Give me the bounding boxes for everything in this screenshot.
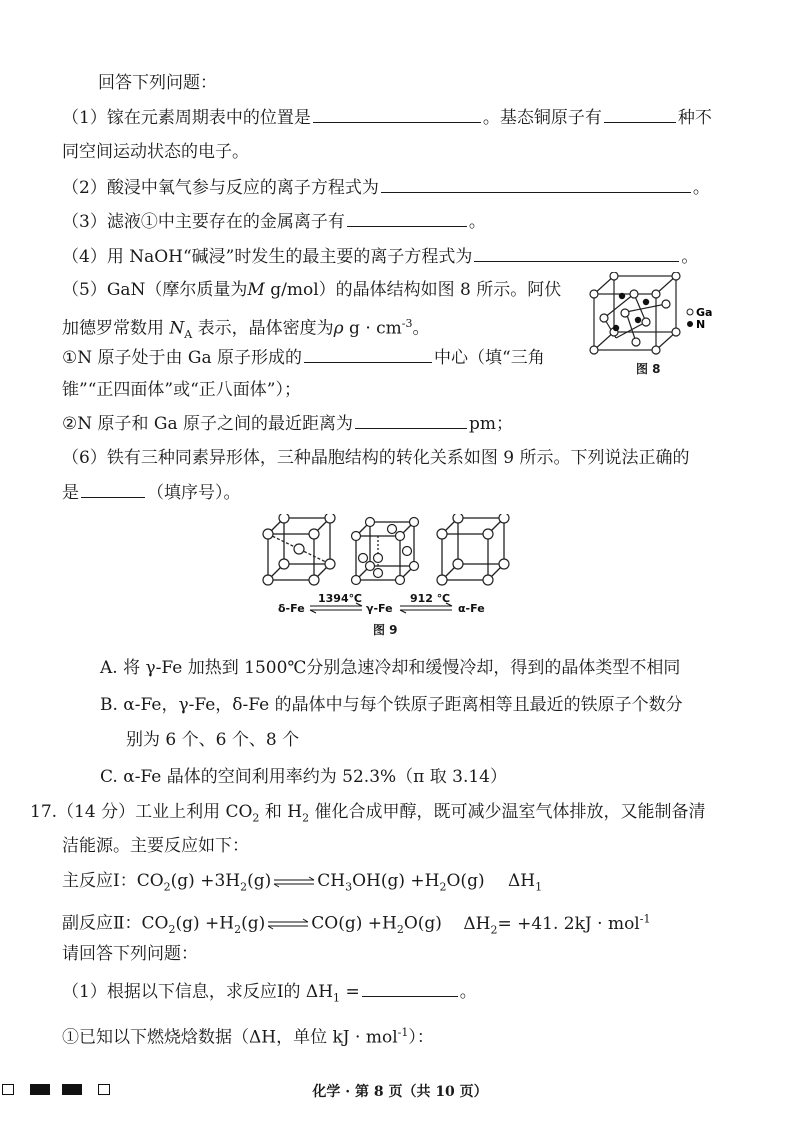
option-b: B. α-Fe，γ-Fe，δ-Fe 的晶体中与每个铁原子距离相等且最近的铁原子个数分 xyxy=(100,695,683,715)
question-5-line1: （5）GaN（摩尔质量为M g/mol）的晶体结构如图 8 所示。阿伏 xyxy=(62,280,562,300)
gamma-fe-label: γ-Fe xyxy=(366,602,393,615)
question-3: （3）滤液①中主要存在的金属离子有 。 xyxy=(62,208,742,235)
option-c: C. α-Fe 晶体的空间利用率约为 52.3%（π 取 3.14） xyxy=(100,767,508,787)
question-2: （2）酸浸中氧气参与反应的离子方程式为 。 xyxy=(62,174,742,201)
temp-1394: 1394℃ xyxy=(318,592,362,605)
answer-blank[interactable] xyxy=(347,208,467,227)
side-reaction: 副反应Ⅱ：$CO_2(g) +H_2(g)$ $CO(g) +H_2O(g)$ $\Delta H_2= +41$. 2kJ · mol$^{-1}$ xyxy=(62,912,651,937)
question-1-line1: （1）镓在元素周期表中的位置是 。基态铜原子有 种不 xyxy=(62,104,742,131)
figure-8-crystal xyxy=(586,272,722,372)
answer-blank[interactable] xyxy=(362,978,458,997)
equilibrium-arrow xyxy=(266,918,310,930)
main-reaction: 主反应Ⅰ：$CO_2(g) +3H_2(g)$ $CH_3OH(g) +H_2O(g)$ $\Delta H_1$ xyxy=(62,871,543,894)
question-6-line1: （6）铁有三种同素异形体，三种晶胞结构的转化关系如图 9 所示。下列说法正确的 xyxy=(62,448,690,468)
question-17-line1: 17.（14 分）工业上利用 $CO_2$ 和 $H_2$ 催化合成甲醇，既可减少温室气体排放，又能制备清 xyxy=(30,802,706,825)
option-a: A. 将 γ-Fe 加热到 1500℃分别急速冷却和缓慢冷却，得到的晶体类型不相同 xyxy=(100,658,681,678)
please-answer: 请回答下列问题： xyxy=(62,944,198,964)
question-1-line2: 同空间运动状态的电子。 xyxy=(62,142,249,162)
question-5-line2: 加德罗常数用 $N_A$ 表示，晶体密度为ρ $g \cdot cm^{-3}$。 xyxy=(62,317,430,342)
delta-fe-label: δ-Fe xyxy=(278,602,305,615)
question-4: （4）用 NaOH“碱浸”时发生的最主要的离子方程式为 。 xyxy=(62,243,742,270)
question-5-sub2: ②N 原子和 Ga 原子之间的最近距离为 pm； xyxy=(62,410,742,437)
answer-blank[interactable] xyxy=(355,410,467,429)
figure-8-caption: 图 8 xyxy=(636,362,661,376)
answer-blank[interactable] xyxy=(474,243,679,262)
question-5-sub1: ①N 原子处于由 Ga 原子形成的 中心（填“三角 xyxy=(62,344,742,371)
answer-blank[interactable] xyxy=(81,479,145,498)
option-b-cont: 别为 6 个、6 个、8 个 xyxy=(126,730,300,750)
temp-912: 912 ℃ xyxy=(410,592,451,605)
answer-blank[interactable] xyxy=(313,104,481,123)
figure-9-crystals xyxy=(262,514,510,618)
question-17-1: （1）根据以下信息，求反应Ⅰ的 $\Delta H_1$ = 。 xyxy=(62,978,742,1011)
answer-prompt: 回答下列问题： xyxy=(98,73,217,93)
combustion-data-intro: ①已知以下燃烧焓数据（ΔH，单位 kJ · mol$^{-1}$）： xyxy=(62,1026,434,1048)
equilibrium-arrow xyxy=(272,876,316,888)
answer-blank[interactable] xyxy=(381,174,691,193)
legend-n: N xyxy=(696,318,706,331)
question-6-line2: 是 （填序号）。 xyxy=(62,479,742,506)
answer-blank[interactable] xyxy=(304,344,432,363)
question-17-line2: 洁能源。主要反应如下： xyxy=(62,836,249,856)
answer-blank[interactable] xyxy=(604,104,676,123)
alpha-fe-label: α-Fe xyxy=(458,602,485,615)
legend-ga: Ga xyxy=(696,306,713,319)
page-footer: 化学 · 第 8 页（共 10 页） xyxy=(312,1084,488,1100)
question-5-sub1-cont: 锥”“正四面体”或“正八面体”）； xyxy=(62,380,301,400)
figure-9-caption: 图 9 xyxy=(373,623,398,637)
